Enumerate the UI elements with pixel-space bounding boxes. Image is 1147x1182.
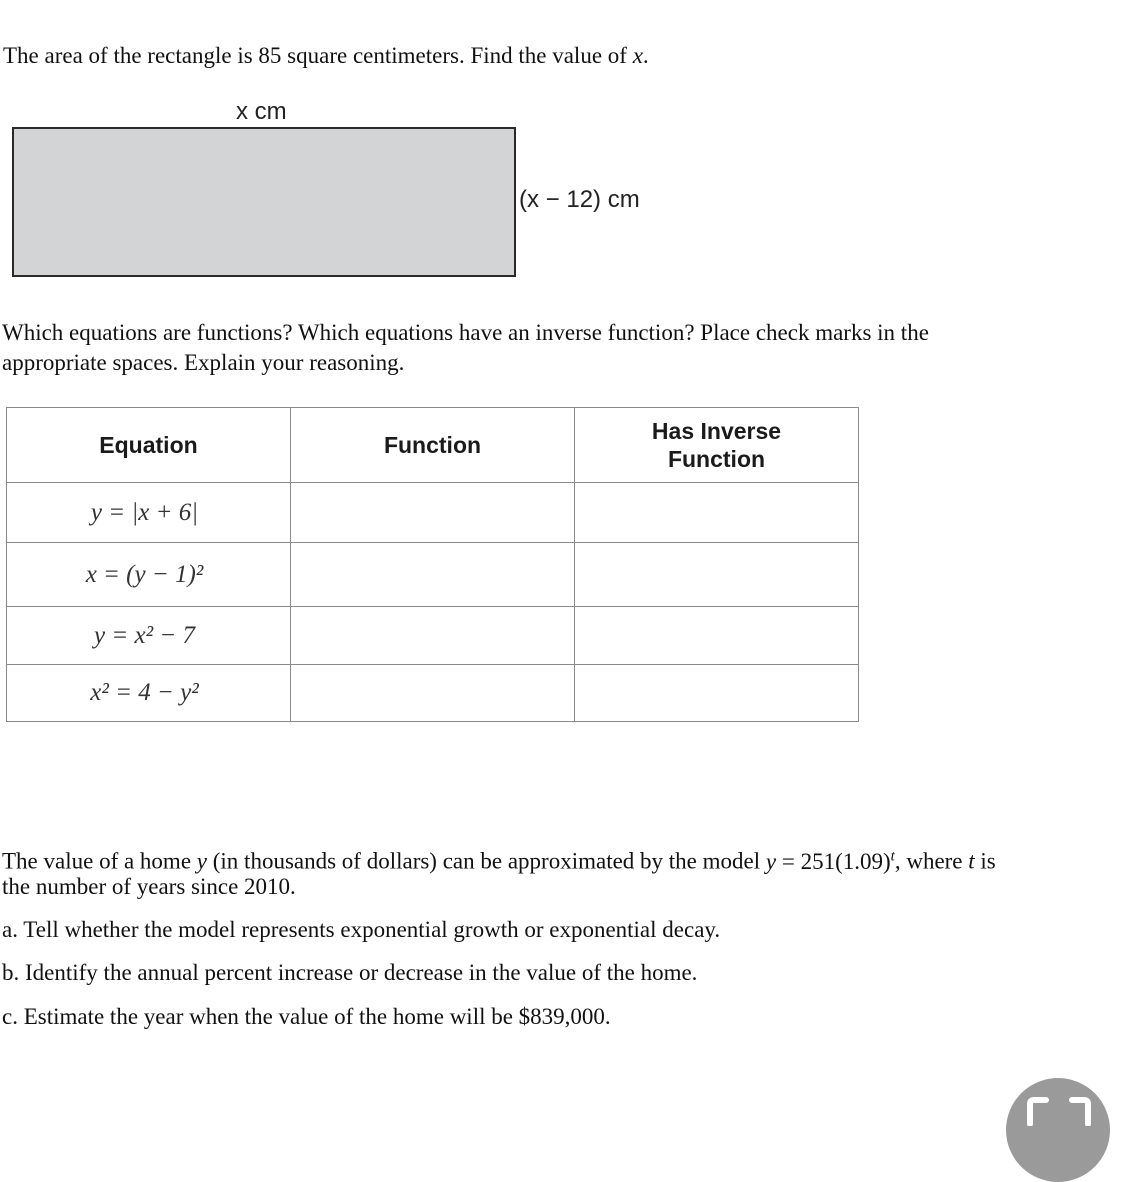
question-3-part-a: a. Tell whether the model represents exponential growth or exponential decay. bbox=[2, 917, 721, 942]
rectangle-height-label: (x − 12) cm bbox=[519, 186, 640, 213]
inverse-checkbox-cell[interactable] bbox=[575, 665, 859, 722]
question-3-part-c: c. Estimate the year when the value of the home will be $839,000. bbox=[2, 1004, 611, 1029]
question-2-line-2: appropriate spaces. Explain your reasoning. bbox=[2, 350, 405, 375]
equation-cell bbox=[7, 483, 291, 543]
q3-text-b: (in thousands of dollars) can be approximated by the model bbox=[207, 848, 766, 874]
equations-table bbox=[6, 407, 859, 722]
rectangle-width-label: x cm bbox=[236, 98, 287, 125]
table-row bbox=[7, 665, 859, 722]
expand-icon bbox=[1024, 1096, 1094, 1126]
table-row bbox=[7, 483, 859, 543]
table-row bbox=[7, 543, 859, 607]
q3-text-d: is bbox=[974, 848, 996, 874]
rectangle-figure bbox=[12, 127, 516, 277]
equation-text: y = x² − 7 bbox=[94, 621, 195, 649]
equation-cell bbox=[7, 665, 291, 722]
inverse-checkbox-cell[interactable] bbox=[575, 483, 859, 543]
question-3-part-b: b. Identify the annual percent increase or decrease in the value of the home. bbox=[2, 960, 698, 985]
model-equation bbox=[766, 849, 895, 874]
function-checkbox-cell[interactable] bbox=[291, 543, 575, 607]
function-checkbox-cell[interactable] bbox=[291, 483, 575, 543]
question-1-period: . bbox=[642, 43, 649, 68]
q3-text-c: , where bbox=[894, 848, 969, 874]
question-1-text bbox=[3, 41, 649, 71]
inverse-checkbox-cell[interactable] bbox=[575, 607, 859, 665]
header-has-inverse-function bbox=[575, 408, 859, 483]
question-1-prompt: The area of the rectangle is 85 square centimeters. Find the value of bbox=[3, 43, 633, 68]
function-checkbox-cell[interactable] bbox=[291, 607, 575, 665]
header-has-inverse-line-2: Function bbox=[667, 446, 766, 472]
question-2-line-1: Which equations are functions? Which equations have an inverse function? Place check marks in the bbox=[2, 320, 929, 345]
equation-text: x² = 4 − y² bbox=[90, 679, 199, 706]
q3-var-t: t bbox=[968, 848, 975, 874]
header-has-inverse-line-1: Has Inverse bbox=[651, 418, 782, 444]
table-row bbox=[7, 607, 859, 665]
model-exponent-t: t bbox=[890, 848, 895, 864]
equation-text: x = (y − 1)² bbox=[85, 560, 204, 588]
model-expression: = 251(1.09) bbox=[776, 848, 891, 874]
q3-text-a: The value of a home bbox=[2, 848, 197, 874]
variable-x: x bbox=[632, 43, 643, 68]
equation-cell bbox=[7, 543, 291, 607]
function-checkbox-cell[interactable] bbox=[291, 665, 575, 722]
expand-button[interactable] bbox=[1006, 1078, 1110, 1182]
equation-text: y = |x + 6| bbox=[90, 498, 199, 526]
header-function: Function bbox=[291, 408, 575, 483]
question-2-text bbox=[2, 318, 1082, 378]
question-3-line-2: the number of years since 2010. bbox=[2, 874, 296, 899]
model-var-y: y bbox=[765, 848, 777, 874]
q3-var-y: y bbox=[196, 848, 207, 874]
header-equation: Equation bbox=[7, 408, 291, 483]
equation-cell bbox=[7, 607, 291, 665]
table-header-row bbox=[7, 408, 859, 483]
inverse-checkbox-cell[interactable] bbox=[575, 543, 859, 607]
